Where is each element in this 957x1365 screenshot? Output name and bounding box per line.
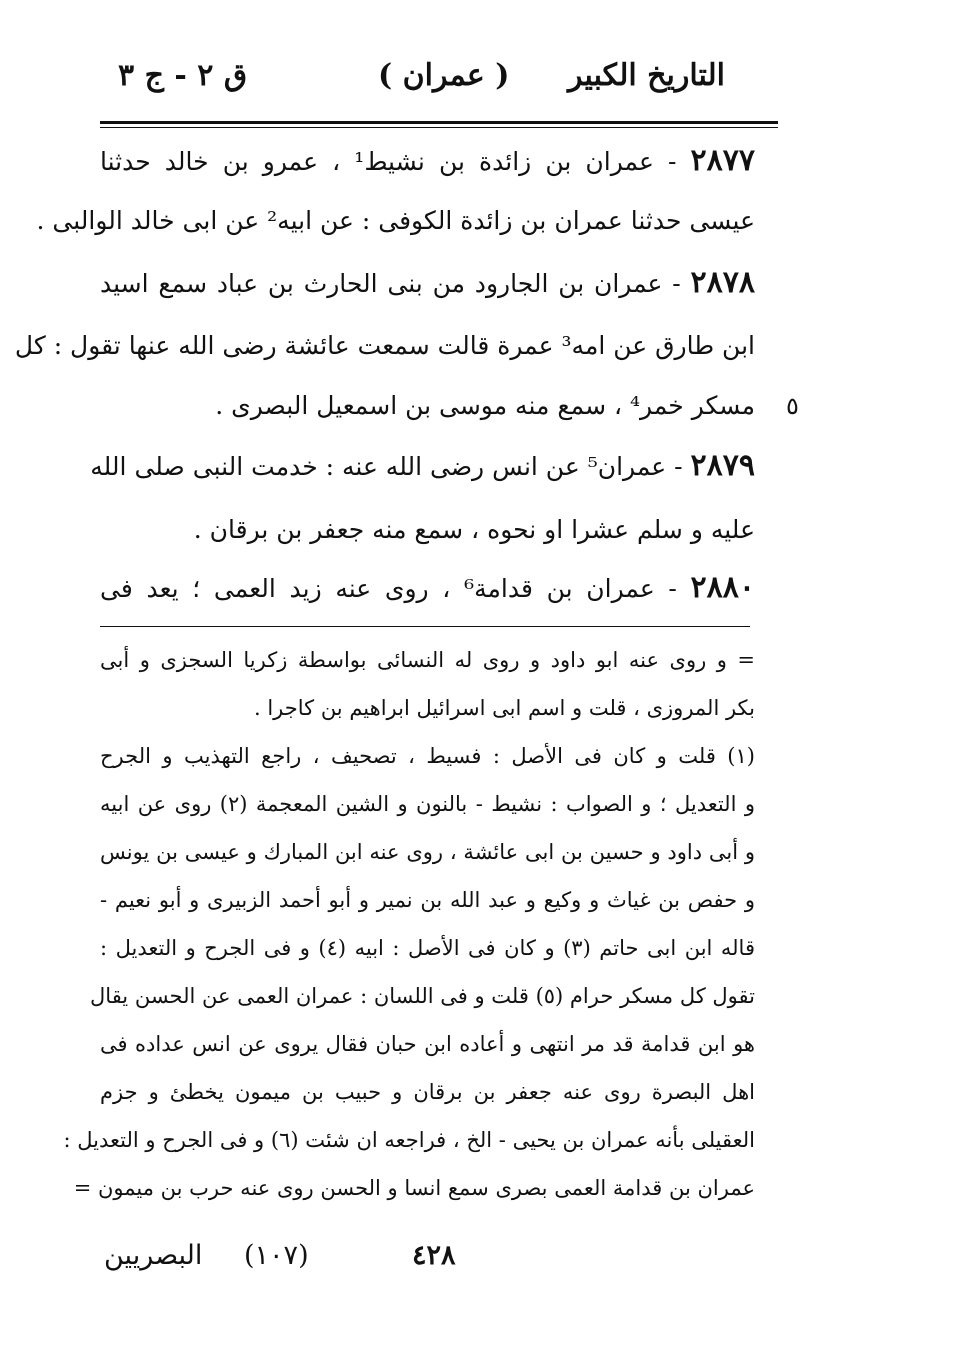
entry-text: - عمران بن الجارود من بنى الحارث بن عباد سمع اسيد xyxy=(100,269,691,298)
body-line-3 xyxy=(100,265,755,302)
footnote-line-8: تقول كل مسكر حرام (٥) قلت و فى اللسان : عمران العمى عن الحسن يقال xyxy=(90,984,755,1008)
entry-number: ٢٨٧٨ xyxy=(690,265,755,300)
running-title: التاريخ الكبير xyxy=(567,58,725,93)
body-line-6 xyxy=(90,448,755,485)
footnote-line-5: و أبى داود و حسين بن ابى عائشة ، روى عنه ابن المبارك و عيسى بن يونس xyxy=(100,840,755,864)
chapter-title: ( عمران ) xyxy=(378,58,510,93)
footnote-separator xyxy=(100,626,750,627)
footer-section-name: البصريين xyxy=(104,1240,203,1271)
volume-reference: ق ٢ - ج ٣ xyxy=(118,58,248,93)
footnote-line-3: (١) قلت و كان فى الأصل : فسيط ، تصحيف ، راجع التهذيب و الجرح xyxy=(100,744,755,768)
footnote-line-1: = و روى عنه ابو داود و روى له النسائى بواسطة زكريا السجزى و أبى xyxy=(100,648,755,672)
footnote-line-10: اهل البصرة روى عنه جعفر بن برقان و حبيب بن ميمون يخطئ و جزم xyxy=(100,1080,755,1104)
entry-number: ٢٨٧٩ xyxy=(690,448,755,483)
footnote-line-2: بكر المروزى ، قلت و اسم ابى اسرائيل ابراهيم بن كاجرا . xyxy=(254,696,755,720)
footer-section-number: (١٠٧) xyxy=(244,1240,309,1271)
footnote-line-9: هو ابن قدامة قد مر انتهى و أعاده ابن حبان فقال يروى عن انس عداده فى xyxy=(100,1032,755,1056)
entry-number: ٢٨٨٠ xyxy=(690,570,755,605)
body-line-1 xyxy=(100,143,755,180)
line-number-marker: ٥ xyxy=(786,392,799,420)
entry-number: ٢٨٧٧ xyxy=(690,143,755,178)
footnote-line-11: العقيلى بأنه عمران بن يحيى - الخ ، فراجعه ان شئت (٦) و فى الجرح و التعديل : xyxy=(63,1128,755,1152)
body-line-2: عيسى حدثنا عمران بن زائدة الكوفى : عن ابيه² عن ابى خالد الوالبى . xyxy=(36,206,755,235)
body-line-4: ابن طارق عن امه³ عمرة قالت سمعت عائشة رضى الله عنها تقول : كل xyxy=(14,331,755,360)
entry-text: - عمران بن زائدة بن نشيط¹ ، عمرو بن خالد حدثنا xyxy=(100,147,691,176)
entry-text: - عمران بن قدامة⁶ ، روى عنه زيد العمى ؛ يعد فى xyxy=(100,574,691,603)
body-line-8 xyxy=(100,570,755,607)
body-line-5: مسكر خمر⁴ ، سمع منه موسى بن اسمعيل البصرى . xyxy=(215,391,755,420)
footnote-line-6: و حفص بن غياث و وكيع و عبد الله بن نمير و أبو أحمد الزبيرى و أبو نعيم - xyxy=(100,888,755,912)
footnote-line-7: قاله ابن ابى حاتم (٣) و كان فى الأصل : ابيه (٤) و فى الجرح و التعديل : xyxy=(100,936,755,960)
footnote-line-12: عمران بن قدامة العمى بصرى سمع انسا و الحسن روى عنه حرب بن ميمون = xyxy=(73,1176,755,1200)
page-number: ٤٢٨ xyxy=(412,1240,456,1271)
entry-text: - عمران⁵ عن انس رضى الله عنه : خدمت النبى صلى الله xyxy=(90,452,691,481)
header-rule-thick xyxy=(100,121,778,124)
footnote-line-4: و التعديل ؛ و الصواب : نشيط - بالنون و الشين المعجمة (٢) روى عن ابيه xyxy=(100,792,755,816)
body-line-7: عليه و سلم عشرا او نحوه ، سمع منه جعفر بن برقان . xyxy=(193,515,755,544)
header-rule-thin xyxy=(100,127,778,128)
